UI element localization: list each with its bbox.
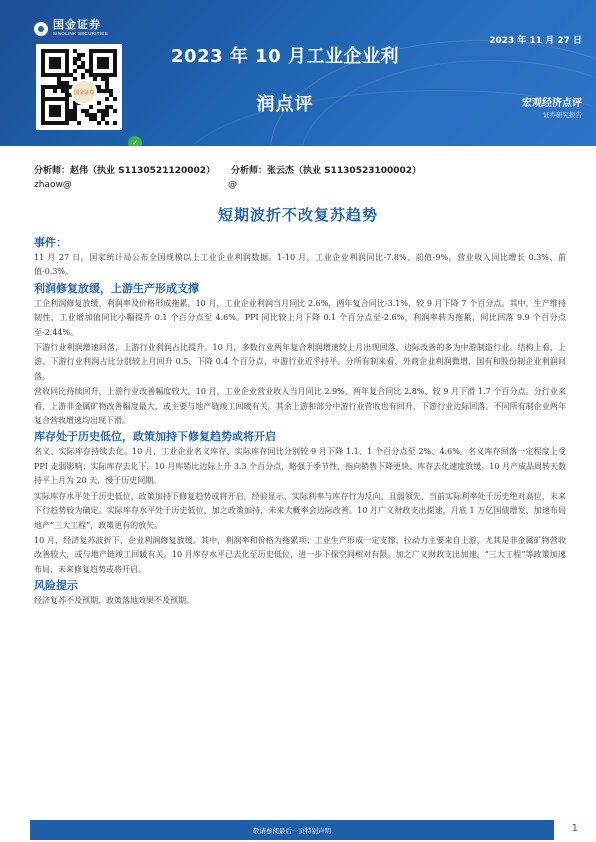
analyst-1: 分析师：赵伟（执业 S1130521120002） bbox=[34, 166, 216, 176]
company-logo bbox=[34, 20, 108, 37]
paragraph: 实际库存水平处于历史低位，政策加持下修复趋势或将开启。经验显示，实际利率与库存行为反向、且弱领先，当前实际利率处于历史绝对高位，未来下行趋势较为确定。实际库存水平处于历史低位，加之政策加持，未来大概率会边际改善。10 月广义财政支出提速，月底 1 万亿国债增发、加速布局地产“三大工程”，政策更有的放矢。 bbox=[34, 491, 566, 530]
paragraph: 10 月，经济复苏波折下，企业利润修复放缓。其中，利润率和价格为拖累项；工业生产形成一定支撑，拉动力主要来自上游，尤其是非金属矿物营收改善较大，或与地产链竣工回暖有关。10 月库存水平已去化至历史低位，进一步下探空间相对有限。加之广义财政支出加速、“三大工程”等政策加速布局，未来修复趋势或将开启。 bbox=[34, 535, 566, 574]
report-type-sub: 证券研究报告 bbox=[543, 111, 582, 119]
report-title-line2: 润点评 bbox=[256, 94, 314, 115]
logo-cn-text: 国金证券 bbox=[53, 19, 101, 31]
paragraph: 下游行业利润增速回落，上游行业利润占比提升。10 月，多数行业两年复合利润增速较上月出现回落，边际改善的多为中游制造行业。结构上看，上游、下游行业利润占比分别较上月回升 0.5、下降 0.4 个百分点，中游行业近乎持平。分所有制来看，外商企业利润微增，国有和股份制企业利润回落。 bbox=[34, 343, 566, 381]
report-type: 宏观经济点评 bbox=[522, 98, 582, 109]
report-body bbox=[34, 234, 566, 610]
section-title-profit: 利润修复放缓，上游生产形成支撑 bbox=[34, 281, 199, 295]
header-banner bbox=[0, 0, 596, 146]
footer-disclaimer: 敬请参阅最后一页特别声明 bbox=[30, 820, 554, 840]
wechat-icon: ✓ bbox=[128, 136, 142, 146]
analyst-1-email[interactable]: zhaow@ bbox=[34, 180, 72, 190]
section-title-event: 事件： bbox=[34, 236, 67, 249]
paragraph: 11 月 27 日，国家统计局公布全国规模以上工业企业利润数据。1-10 月，工业企业利润同比-7.8%、前值-9%，营业收入同比增长 0.3%、前值-0.3%。 bbox=[34, 253, 566, 277]
paragraph: 营收同比持续回升，上游行业改善幅度较大。10 月，工业企业营业收入当月同比 2.9%，两年复合同比 2.8%、较 9 月下滑 1.7 个百分点。分行业来看，上游非金属矿物改善幅度最大，或主要与地产链竣工回暖有关。其余上游和部分中游行业营收也有回升，下游行业边际回落。不同所有制企业两年复合营收增速均出现下滑。 bbox=[34, 387, 566, 426]
logo-en-text: SINOLINK SECURITIES bbox=[53, 31, 108, 36]
analyst-info bbox=[34, 164, 421, 192]
paragraph: 经济复苏不及预期，政策落地效果不及预期。 bbox=[34, 596, 194, 606]
report-date: 2023 年 11 月 27 日 bbox=[489, 36, 582, 46]
section-title-risk: 风险提示 bbox=[34, 579, 78, 593]
logo-icon bbox=[34, 22, 48, 36]
qr-code[interactable] bbox=[36, 44, 138, 146]
headline: 短期波折不改复苏趋势 bbox=[217, 206, 378, 224]
paragraph: 工企利润修复放缓，利润率及价格形成拖累。10 月，工业企业利润当月同比 2.6%，两年复合同比-3.1%，较 9 月下降 7 个百分点。其中，生产维持韧性，工业增加值同比小幅提升 0.1 个百分点至 4.6%。PPI 同比较上月下降 0.1 个百分点至-2.6%，利润率转为拖累，同比回落 9.9 个百分点至-2.44%。 bbox=[34, 298, 566, 337]
qr-center-logo: 国金证券 bbox=[71, 79, 97, 105]
paragraph: 名义、实际库存持续去化。10 月，工业企业名义库存、实际库存同比分别较 9 月下降 1.1、1 个百分点至 2%、4.6%。名义库存回落一定程度上受 PPI 走弱影响；实际库存去化下，10 月库销比边际上升 3.3 个百分点，略强于季节性，指向销售下降更快、库存去化速度放缓。10 月产成品周转天数持平上月为 20 天，慢于历史同期。 bbox=[34, 447, 566, 486]
analyst-2-email[interactable]: @ bbox=[228, 180, 237, 190]
section-title-inventory: 库存处于历史低位，政策加持下修复趋势或将开启 bbox=[34, 430, 276, 444]
page-number: 1 bbox=[571, 823, 578, 834]
analyst-2: 分析师：张云杰（执业 S1130523100002） bbox=[231, 166, 422, 176]
report-title: 2023 年 10 月工业企业利 bbox=[171, 46, 399, 67]
